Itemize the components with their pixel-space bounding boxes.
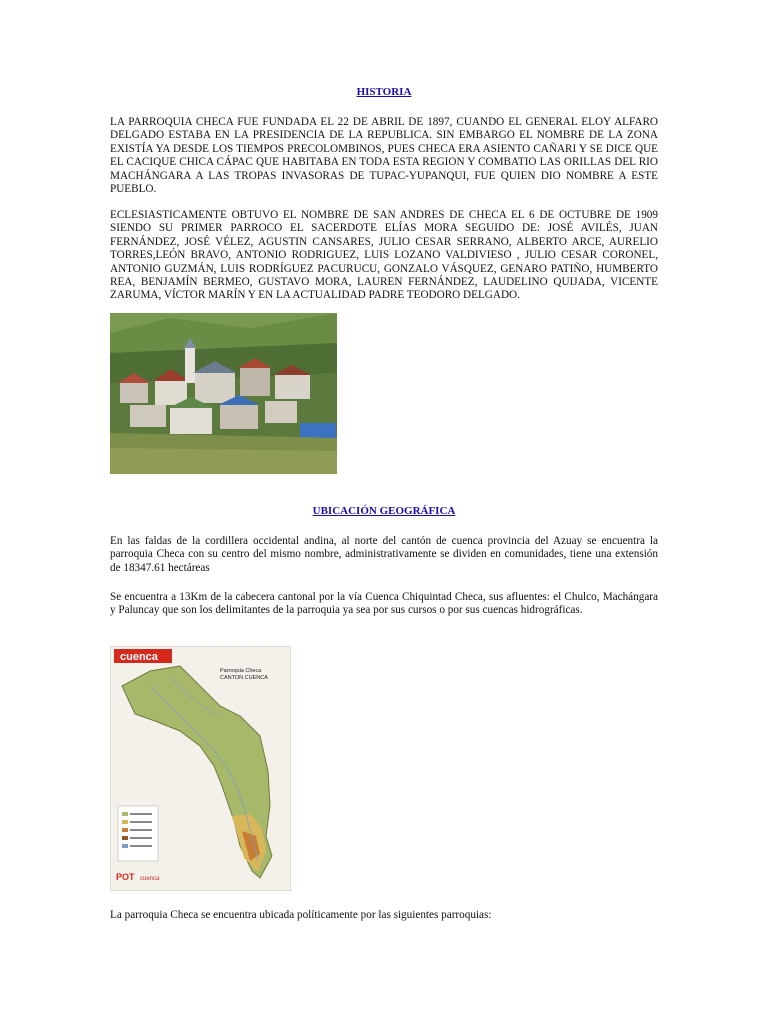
ubicacion-paragraph-2: Se encuentra a 13Km de la cabecera cantonal por la vía Cuenca Chiquintad Checa, sus afluentes: el Chulco, Machángara y Paluncay que son los delimitantes de la parroquia ya sea por sus cursos o por sus cuencas hidrográficas.: [110, 591, 658, 617]
parish-map: [110, 646, 291, 891]
historia-heading[interactable]: [110, 86, 658, 98]
map-footer-brand: POT: [116, 872, 135, 882]
ubicacion-paragraph-3: La parroquia Checa se encuentra ubicada políticamente por las siguientes parroquias:: [110, 909, 492, 921]
map-title-1: Parroquia Checa: [220, 668, 262, 674]
ubicacion-heading-text[interactable]: UBICACIÓN GEOGRÁFICA: [312, 505, 456, 517]
historia-paragraph-1: LA PARROQUIA CHECA FUE FUNDADA EL 22 DE ABRIL DE 1897, CUANDO EL GENERAL ELOY ALFARO DELGADO ESTABA EN LA PRESIDENCIA DE LA REPUBLICA. SIN EMBARGO EL NOMBRE DE LA ZONA EXISTÍA YA DESDE LOS TIEMPOS PRECOLOMBINOS, PUES CHECA ERA ASIENTO CAÑARI Y SE DICE QUE EL CACIQUE CHICA CÁPAC QUE HABITABA EN TODA ESTA REGION Y COMBATIO LAS ORILLAS DEL RIO MACHÁNGARA A LAS TROPAS INVASORAS DE TUPAC-YUPANQUI, FUE QUIEN DIO NOMBRE A ESTE PUEBLO.: [110, 116, 658, 196]
map-brand-text: cuenca: [120, 651, 158, 663]
historia-paragraph-2: ECLESIASTICAMENTE OBTUVO EL NOMBRE DE SAN ANDRES DE CHECA EL 6 DE OCTUBRE DE 1909 SIENDO SU PRIMER PARROCO EL SACERDOTE ELÍAS MORA SEGUIDO DE: JOSÉ AVILÉS, JUAN FERNÁNDEZ, JOSÉ VÉLEZ, AGUSTIN CANSARES, JULIO CESAR SERRANO, ALBERTO ARCE, AURELIO TORRES,LEÓN BRAVO, ANTONIO RODRIGUEZ, LUIS LOZANO VALDIVIESO , JULIO CESAR CORONEL, ANTONIO GUZMÁN, LUIS RODRÍGUEZ PACURUCU, GONZALO VÁSQUEZ, GENARO PATIÑO, HUMBERTO REA, BENJAMÍN BERMEO, GUSTAVO MORA, LAUREN FERNÁNDEZ, LAUDELINO QUIJADA, VICENTE ZARUMA, VÍCTOR MARÍN Y EN LA ACTUALIDAD PADRE TEODORO DELGADO.: [110, 209, 658, 302]
map-footer-brand-2: cuenca: [140, 876, 160, 882]
ubicacion-paragraph-1: En las faldas de la cordillera occidental andina, al norte del cantón de cuenca provincia del Azuay se encuentra la parroquia Checa con su centro del mismo nombre, administrativamente se dividen en comunidades, tiene una extensión de 18347.61 hectáreas: [110, 535, 658, 574]
map-title-2: CANTON CUENCA: [220, 675, 268, 681]
ubicacion-heading[interactable]: [110, 505, 658, 517]
historia-heading-text[interactable]: HISTORIA: [356, 86, 412, 98]
village-photo: [110, 313, 337, 474]
